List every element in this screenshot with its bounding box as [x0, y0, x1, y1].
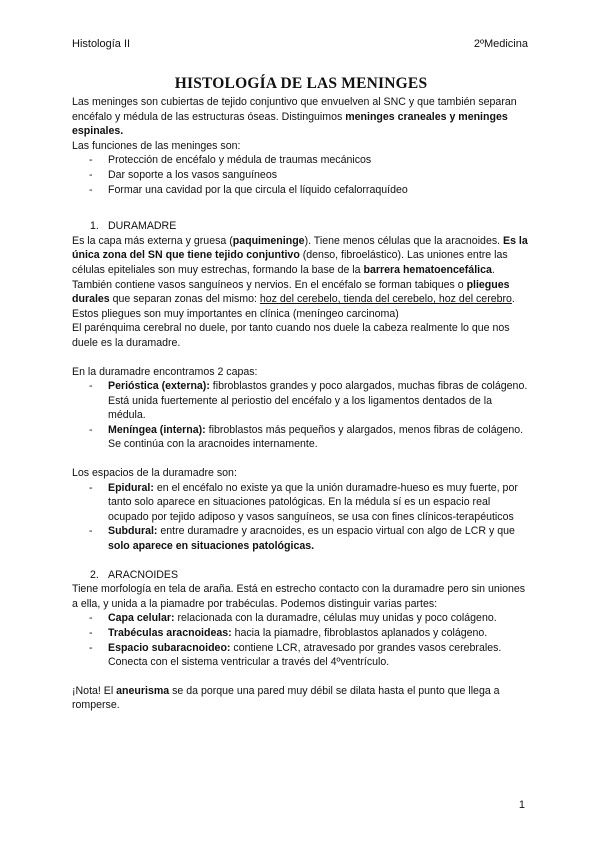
layers-list — [72, 379, 530, 452]
spaces-lead: Los espacios de la duramadre son: — [72, 467, 237, 480]
list-item: - Subdural: entre duramadre y aracnoides, es un espacio virtual con algo de LCR y que solo aparece en situaciones patológicas. — [72, 524, 530, 553]
spaces-list — [72, 481, 530, 554]
duramadre-pain-paragraph: El parénquima cerebral no duele, por tanto cuando nos duele la cabeza realmente lo que nos duele es la duramadre. — [72, 322, 510, 349]
list-item: - Formar una cavidad por la que circula el líquido cefalorraquídeo — [72, 183, 530, 198]
list-item: - Dar soporte a los vasos sanguíneos — [72, 168, 530, 183]
intro-paragraph: Las meninges son cubiertas de tejido conjuntivo que envuelven al SNC y que también separan encéfalo y médula de las estructuras óseas. Distinguimos meninges craneales y meninges espinales. — [72, 96, 517, 138]
aracnoides-parts-list — [72, 611, 530, 669]
section-title-duramadre: 1. DURAMADRE — [90, 220, 177, 233]
layers-lead: En la duramadre encontramos 2 capas: — [72, 365, 258, 378]
list-item: - Meníngea (interna): fibroblastos más pequeños y alargados, menos fibras de colágeno. Se continúa con la aracnoides internamente. — [72, 423, 530, 452]
functions-list — [72, 153, 530, 197]
list-item: - Espacio subaracnoideo: contiene LCR, atravesado por grandes vasos cerebrales. Conecta con el sistema ventricular a través del 4ºventrículo. — [72, 641, 530, 670]
header-left: Histología II — [72, 38, 131, 50]
list-item: - Protección de encéfalo y médula de traumas mecánicos — [72, 153, 530, 168]
page-number: 1 — [518, 799, 525, 811]
list-item: - Trabéculas aracnoideas: hacia la piamadre, fibroblastos aplanados y colágeno. — [72, 626, 530, 641]
list-item: - Epidural: en el encéfalo no existe ya que la unión duramadre-hueso es muy fuerte, por tanto solo aparece en situaciones patológicas. En la médula sí es un espacio real ocupado por tejido adiposo y vasos sanguíneos, se usa con fines clínicos-terapéuticos — [72, 481, 530, 525]
list-item: - Perióstica (externa): fibroblastos grandes y poco alargados, muchas fibras de colágeno. Está unida fuertemente al periostio del encéfalo y a los ligamentos dentados de la médula. — [72, 379, 530, 423]
functions-lead: Las funciones de las meninges son: — [72, 139, 241, 152]
list-item: - Capa celular: relacionada con la duramadre, células muy unidas y poco colágeno. — [72, 611, 530, 626]
page-content — [72, 75, 530, 713]
aracnoides-paragraph: Tiene morfología en tela de araña. Está en estrecho contacto con la duramadre pero sin uniones a ella, y unida a la piamadre por trabéculas. Podemos distinguir varias partes: — [72, 583, 526, 610]
note-paragraph: ¡Nota! El aneurisma se da porque una pared muy débil se dilata hasta el punto que llega a romperse. — [72, 684, 500, 712]
header-right: 2ºMedicina — [473, 38, 528, 50]
section-title-aracnoides: 2. ARACNOIDES — [90, 568, 179, 581]
duramadre-paragraph: Es la capa más externa y gruesa (paquimeninge). Tiene menos células que la aracnoides. Es la única zona del SN que tiene tejido conjuntivo (denso, fibroelástico). Las uniones entre las células epiteliales son muy estrechas, formando la base de la barrera hematoencefálica. También contiene vasos sanguíneos y nervios. En el encéfalo se forman tabiques o pliegues durales que separan zonas del mismo: hoz del cerebelo, tienda del cerebelo, hoz del cerebro. Estos pliegues son muy importantes en clínica (meníngeo carcinoma) — [72, 234, 528, 320]
page-title: HISTOLOGÍA DE LAS MENINGES — [174, 75, 428, 92]
